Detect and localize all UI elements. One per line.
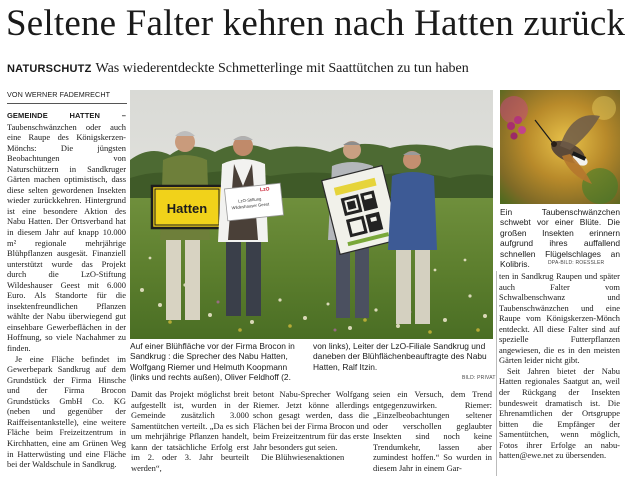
subline-text: Was wiederentdeckte Schmetterlinge mit Saattütchen zu tun haben [95,61,469,76]
lzo-sign-line2: Wildeshauser Geest [231,201,270,211]
main-photo-caption-right: von links), Leiter der LzO-Filiale Sandkrug und daneben der Blühflächenbeauftragte des Nabu Hatten, Ralf Itzin. [313,341,487,372]
main-photo-image [130,90,493,339]
paragraph: Damit das Projekt möglichst breit aufgestellt ist, wurden in der Gemeinde zusätzlich 3.000 Samentütchen verteilt. „Da es sich um mehrjährige Pflanzen handelt, kann der tatsächliche Erfolg erst im 2. oder 3. Jahr beurteilt werden“, [131,389,249,473]
main-photo-credit: BILD: PRIVAT [462,375,496,381]
side-photo-caption: Ein Taubenschwänzchen schwebt vor einer Blüte. Die großen Insekten erinnern aufgrund ihres auffallend schnellen Flügelschlages an Kolibris. [500,207,620,270]
column-divider [496,271,497,476]
paragraph: seien ein Versuch, dem Trend entgegenzuwirken. Riemer: „Einzelbeobachtungen seltener oder verschollen geglaubter Insekten sind noch keine Trendumkehr, lassen aber zumindest hoffen.“ So wurden in diesem Jahr in einem Gar- [373,389,492,473]
hatten-sign [152,186,222,228]
lzo-sign-line1: LzO-Stiftung [237,196,262,204]
side-photo [500,90,620,204]
article-column-5 [499,271,620,461]
article-column-1 [7,110,126,470]
paragraph: ten in Sandkrug Raupen und später auch Falter vom Schwalbenschwanz und Taubenschwänzchen und eine Raupe vom Königskerzen-Mönch entdeckt. All diese Falter sind auf spezielle Futterpflanzen angewiesen, die es in den meisten Gärten leider nicht gibt. [499,271,620,366]
paragraph [7,110,126,354]
subline [7,60,619,78]
moth-photo-image [500,90,620,204]
headline: Seltene Falter kehren nach Hatten zurück [6,3,626,44]
main-photo [130,90,493,339]
lzo-logo-text: LzO [259,186,270,194]
main-photo-caption-left: Auf einer Blühfläche vor der Firma Brocon in Sandkrug : die Sprecher des Nabu Hatten, Wolfgang Riemer und Helmuth Koopmann (links und rechts außen), Oliver Feldhoff (2. [130,341,295,383]
kicker: NATURSCHUTZ [7,63,92,75]
dateline: GEMEINDE HATTEN – [7,111,126,120]
paragraph-text: Taubenschwänzchen oder auch eine Raupe des Königskerzen-Mönchs: Die jüngsten Beobachtungen von Naturschützern in Sandkruger Gärten machen optimistisch, dass diese selten gewordenen Insekten wieder zurückkehren. Hintergrund ist eine besondere Aktion des Nabu Hatten. Der Ortsverband hat in diesem Jahr auf knapp 10.000 m² regionale mehrjährige Blühpflanzen ausgesät. Finanziell unterstützt wurde das Projekt durch die LzO-Stiftung Wildeshauser Geest mit 6.000 Euro. Als Standorte für die insektenfreundlichen Pflanzen wählte der Nabu überwiegend gut einsehbare Gewerbeflächen in der Hoffnung, so viele Nachahmer zu finden. [7,121,126,354]
article-column-2 [131,389,249,473]
paragraph: betont Nabu-Sprecher Wolfgang Riemer. Jetzt könne allerdings schon gesagt werden, dass die Flächen bei der Firma Brocon und beim Freizeitzentrum für das erste Jahr besonders gut seien. [253,389,369,452]
byline: VON WERNER FADEMRECHT [7,90,127,104]
lzo-sign [224,183,283,221]
hatten-sign-text: Hatten [166,201,208,216]
article-column-4 [373,389,492,473]
paragraph: Die Blühwiesenaktionen [261,452,345,463]
article-column-3 [253,389,369,463]
paragraph: Seit Jahren bietet der Nabu Hatten regionales Saatgut an, weil der Rückgang der Insekten bundesweit dramatisch ist. Die Ehrenamtlichen der Ortsgruppe bitten die Empfänger der Samentütchen, wenn möglich, Fotos ihrer Erfolge an nabu-hatten@ewe.net zu übersenden. [499,365,620,461]
side-photo-credit: DPA-BILD: ROESSLER [548,260,605,266]
paragraph: Je eine Fläche befindet im Gewerbepark Sandkrug auf dem Grundstück der Firma Hinsche und der Firma Brocon Grundstücks GmbH Co. KG (neben und gegenüber der Raiffeisentankstelle), eine weitere Fläche beim Freizeitzentrum in Kirchhatten, eine am Grünen Weg in Hatterwüsting und eine Fläche bei der Waldschule in Sandkrug. [7,353,126,470]
